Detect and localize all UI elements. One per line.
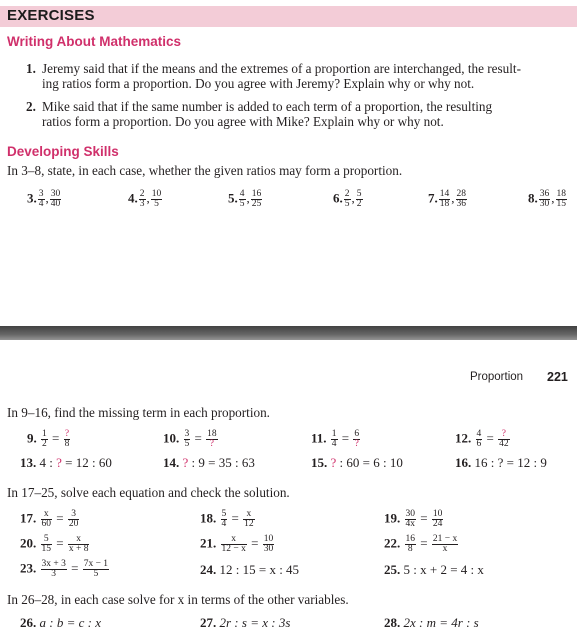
- writing-heading: Writing About Mathematics: [7, 34, 182, 49]
- exercise-23: 23. $\frac{3x + 3}{3}$ = $\frac{7x - 1}{5}$: [20, 559, 109, 579]
- exercise-24: 24. 12 : 15 = x : 45: [200, 562, 300, 577]
- fraction: $\frac{1}{4}$: [331, 429, 337, 449]
- page-number: 221: [547, 370, 568, 384]
- exercise-13: 13. 4 : ? = 12 : 60: [20, 455, 112, 470]
- fraction: $\frac{4}{6}$: [476, 429, 482, 449]
- exercise-3: 3. $\frac{3}{4}$ , $\frac{30}{40}$: [27, 189, 61, 209]
- running-head: Proportion: [470, 371, 524, 383]
- variables-intro: In 26–28, in each case solve for x in terms of the other variables.: [7, 592, 349, 607]
- fraction: $\frac{6}{?}$: [354, 429, 360, 449]
- exercise-4: 4. $\frac{2}{3}$ , $\frac{10}{5}$: [128, 189, 162, 209]
- exercise-number: 11.: [311, 430, 327, 446]
- fraction: $\frac{18}{?}$: [207, 429, 217, 449]
- fraction: $\frac{?}{8}$: [64, 429, 70, 449]
- exercise-20: 20. $\frac{5}{15}$ = $\frac{x}{x + 8}$: [20, 534, 89, 554]
- item-2-line2: ratios form a proportion. Do you agree with Mike? Explain why or why not.: [42, 114, 444, 129]
- exercise-7: 7. $\frac{14}{18}$ , $\frac{28}{36}$: [428, 189, 466, 209]
- exercise-6: 6. $\frac{2}{5}$ , $\frac{5}{2}$: [333, 189, 362, 209]
- missing-intro: In 9–16, find the missing term in each proportion.: [7, 405, 270, 420]
- exercise-19: 19. $\frac{30}{4x}$ = $\frac{10}{24}$: [384, 509, 443, 529]
- item-2-number: 2.: [26, 99, 36, 114]
- exercise-number: 10.: [163, 430, 180, 446]
- fraction: $\frac{?}{42}$: [499, 429, 509, 449]
- exercise-10: 10. $\frac{3}{5}$ = $\frac{18}{?}$: [163, 429, 217, 449]
- exercise-number: 12.: [455, 430, 472, 446]
- item-1-line1: Jeremy said that if the means and the extremes of a proportion are interchanged, the result-: [42, 61, 521, 76]
- exercise-14: 14. ? : 9 = 35 : 63: [163, 455, 255, 470]
- exercise-5: 5. $\frac{4}{5}$ , $\frac{16}{25}$: [228, 189, 262, 209]
- exercise-12: 12. $\frac{4}{6}$ = $\frac{?}{42}$: [455, 429, 509, 449]
- exercise-8: 8. $\frac{36}{30}$ , $\frac{18}{15}$: [528, 189, 566, 209]
- exercise-18: 18. $\frac{5}{4}$ = $\frac{x}{12}$: [200, 509, 254, 529]
- exercise-26: 26. a : b = c : x: [20, 615, 101, 630]
- fraction: $\frac{1}{2}$: [42, 429, 47, 449]
- fraction: $\frac{3}{5}$: [184, 429, 190, 449]
- item-1-line2: ing ratios form a proportion. Do you agree with Jeremy? Explain why or why not.: [42, 76, 475, 91]
- exercise-11: 11. $\frac{1}{4}$ = $\frac{6}{?}$: [311, 429, 360, 449]
- exercise-17: 17. $\frac{x}{60}$ = $\frac{3}{20}$: [20, 509, 79, 529]
- skills-heading: Developing Skills: [7, 144, 119, 159]
- exercise-25: 25. 5 : x + 2 = 4 : x: [384, 562, 484, 577]
- exercise-27: 27. 2r : s = x : 3s: [200, 615, 291, 630]
- exercise-28: 28. 2x : m = 4r : s: [384, 615, 479, 630]
- item-1-number: 1.: [26, 61, 36, 76]
- skills-intro: In 3–8, state, in each case, whether the given ratios may form a proportion.: [7, 163, 403, 178]
- exercises-title: EXERCISES: [7, 7, 95, 24]
- exercise-15: 15. ? : 60 = 6 : 10: [311, 455, 403, 470]
- exercise-21: 21. $\frac{x}{12 - x}$ = $\frac{10}{30}$: [200, 534, 274, 554]
- item-2-line1: Mike said that if the same number is added to each term of a proportion, the resulting: [42, 99, 493, 114]
- solve-intro: In 17–25, solve each equation and check the solution.: [7, 485, 290, 500]
- exercise-9: 9. $\frac{1}{2}$ = $\frac{?}{8}$: [27, 429, 70, 449]
- exercises-header-bar: [0, 6, 577, 27]
- exercise-number: 9.: [27, 430, 37, 446]
- exercise-16: 16. 16 : ? = 12 : 9: [455, 455, 547, 470]
- page-break-band: [0, 326, 577, 340]
- exercise-22: 22. $\frac{16}{8}$ = $\frac{21 - x}{x}$: [384, 534, 458, 554]
